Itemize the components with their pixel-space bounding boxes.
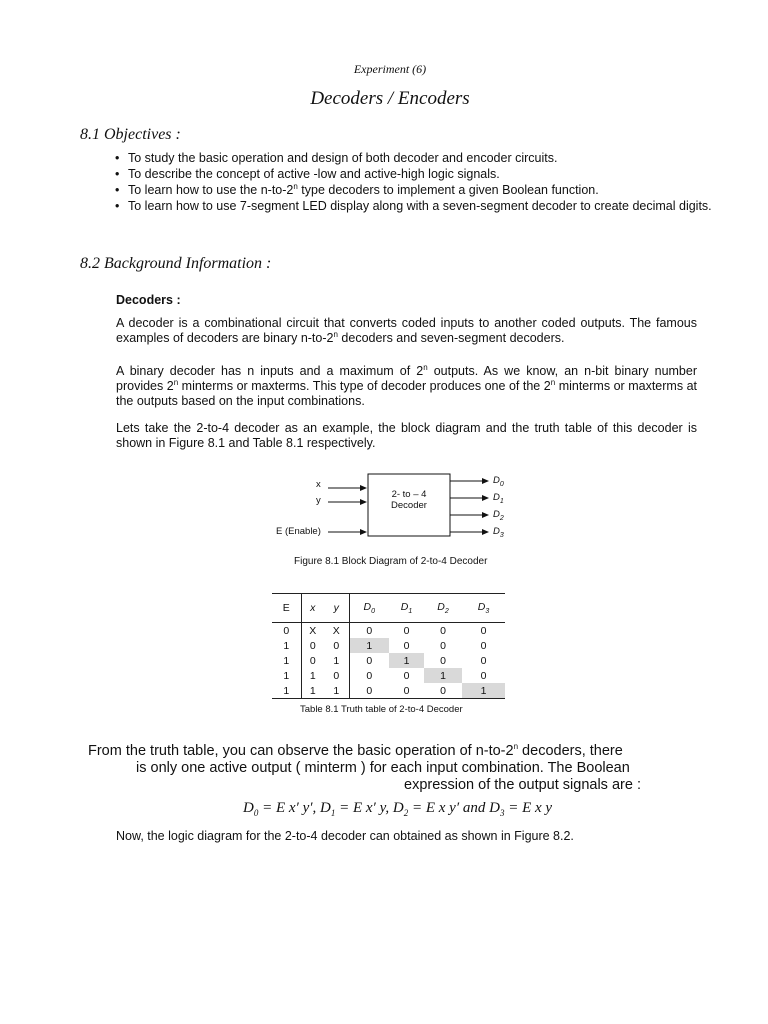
decoder-box-label (368, 489, 450, 511)
text: = E x′ y′, D (258, 800, 331, 816)
objective-text: To learn how to use 7-segment LED display along with a seven-segment decoder to create decimal digits. (128, 199, 712, 213)
figure-caption: Figure 8.1 Block Diagram of 2-to-4 Decoder (294, 556, 488, 567)
text: = E x y (504, 800, 553, 816)
table-cell: 1 (324, 653, 349, 668)
objective-text: To study the basic operation and design of both decoder and encoder circuits. (128, 151, 558, 165)
table-cell-active: 1 (462, 683, 505, 699)
closing-sentence: Now, the logic diagram for the 2-to-4 decoder can obtained as shown in Figure 8.2. (116, 829, 574, 843)
header-cell: E (272, 594, 301, 623)
header-cell (424, 594, 462, 623)
subscript: 1 (499, 497, 504, 505)
table-cell: 1 (272, 653, 301, 668)
table-cell: X (309, 624, 317, 637)
objective-item (128, 182, 718, 198)
table-cell: 0 (366, 654, 373, 667)
input-label-enable: E (Enable) (276, 526, 321, 537)
objective-text: To learn how to use the n-to-2 (128, 183, 294, 197)
table-cell: 0 (440, 684, 446, 697)
text: minterms or maxterms at the outputs based on the input combinations. (116, 379, 698, 408)
table-cell: 0 (366, 669, 373, 682)
text: D (493, 509, 500, 520)
input-label-x: x (316, 479, 321, 490)
objectives-heading: 8.1 Objectives : (80, 126, 181, 143)
subscript: 1 (408, 608, 413, 616)
text: A decoder is a combinational circuit that converts coded inputs to another coded outputs. The famous examples of decoders are binary n-to-2 (116, 316, 697, 345)
background-heading: 8.2 Background Information : (80, 255, 272, 272)
text: D (400, 600, 409, 613)
box-line: 2- to – 4 (391, 489, 427, 500)
decoders-subheading: Decoders : (116, 293, 181, 307)
observation-line-1 (88, 742, 623, 760)
output-label-d1 (493, 492, 504, 505)
output-equation (243, 800, 552, 818)
table-cell: 0 (309, 639, 316, 652)
table-cell-active: 1 (389, 653, 424, 668)
observation-line-2: is only one active output ( minterm ) for each input combination. The Boolean (136, 760, 630, 776)
table-caption: Table 8.1 Truth table of 2-to-4 Decoder (300, 704, 463, 715)
superscript: n (293, 181, 298, 191)
text: From the truth table, you can observe the basic operation of n-to-2 (88, 743, 514, 759)
table-cell: 0 (403, 669, 410, 682)
header-cell: x (310, 602, 316, 614)
input-label-y: y (316, 495, 321, 506)
output-label-d0 (493, 475, 504, 488)
superscript: n (333, 329, 338, 339)
objectives-list (115, 150, 718, 214)
table-cell: 0 (440, 654, 446, 667)
table-cell: 1 (324, 683, 349, 699)
table-row (272, 653, 505, 668)
text: D (477, 600, 486, 613)
subscript: 3 (499, 531, 504, 539)
table-cell: 0 (440, 639, 446, 652)
text: D (493, 492, 500, 503)
text: = E x y′ and D (408, 800, 500, 816)
text: A binary decoder has n inputs and a maximum of 2 (116, 364, 424, 378)
table-cell: 0 (480, 654, 487, 667)
table-cell: 0 (272, 623, 301, 639)
table-row (272, 668, 505, 683)
table-cell: X (324, 623, 349, 639)
superscript: n (513, 742, 519, 752)
header-cell (389, 594, 424, 623)
table-cell: 0 (309, 654, 316, 667)
text: decoders, there (518, 743, 623, 759)
subscript: 0 (371, 608, 375, 616)
header-cell: y (324, 594, 349, 623)
table-cell: 1 (309, 669, 316, 682)
subscript: 1 (330, 808, 336, 818)
observation-line-3: expression of the output signals are : (404, 777, 641, 793)
table-cell: 0 (440, 624, 446, 637)
table-cell: 1 (272, 638, 301, 653)
table-cell: 0 (480, 669, 487, 682)
paragraph-2 (116, 364, 697, 409)
superscript: n (550, 377, 556, 387)
table-cell: 1 (272, 668, 301, 683)
superscript: n (423, 362, 428, 372)
text: D (243, 800, 254, 816)
page-title: Decoders / Encoders (310, 88, 470, 109)
text: D (493, 526, 500, 537)
experiment-label: Experiment (6) (353, 62, 427, 76)
table-cell: 0 (324, 668, 349, 683)
superscript: n (173, 377, 179, 387)
subscript: 3 (499, 808, 505, 818)
table-cell: 0 (403, 624, 410, 637)
objective-item (128, 198, 718, 214)
objective-text: type decoders to implement a given Boolean function. (297, 183, 599, 197)
header-cell (349, 594, 389, 623)
objective-text: To describe the concept of active -low and active-high logic signals. (128, 167, 500, 181)
table-cell: 0 (480, 639, 487, 652)
subscript: 2 (403, 808, 409, 818)
subscript: 2 (499, 514, 504, 522)
text: minterms or maxterms. This type of decoder produces one of the 2 (178, 379, 551, 393)
box-line: Decoder (391, 500, 427, 511)
text: outputs. As we know, an n-bit binary number provides 2 (116, 364, 698, 393)
objective-item (128, 166, 718, 182)
table-cell-active: 1 (349, 638, 389, 653)
subscript: 0 (499, 480, 504, 488)
table-cell: 0 (324, 638, 349, 653)
output-label-d3 (493, 526, 504, 539)
table-cell: 1 (309, 684, 316, 697)
table-cell: 0 (480, 624, 487, 637)
text: decoders and seven-segment decoders. (337, 331, 565, 345)
table-row (272, 683, 505, 699)
table-row (272, 623, 505, 639)
table-header-row (272, 594, 505, 623)
text: = E x′ y, D (335, 800, 404, 816)
objective-item (128, 150, 718, 166)
text: D (493, 475, 500, 486)
text: D (363, 600, 372, 613)
truth-table (272, 593, 505, 699)
table-cell: 0 (403, 684, 410, 697)
subscript: 3 (485, 608, 490, 616)
table-row (272, 638, 505, 653)
table-cell: 0 (403, 639, 410, 652)
subscript: 2 (444, 608, 449, 616)
header-cell (462, 594, 505, 623)
output-label-d2 (493, 509, 504, 522)
table-cell: 0 (366, 624, 373, 637)
paragraph-1 (116, 316, 697, 346)
table-cell: 1 (272, 683, 301, 699)
text: D (437, 600, 445, 613)
paragraph-3: Lets take the 2-to-4 decoder as an example, the block diagram and the truth table of this decoder is shown in Figure 8.1 and Table 8.1 respectively. (116, 421, 697, 450)
table-cell: 0 (366, 684, 373, 697)
table-cell-active: 1 (424, 668, 462, 683)
subscript: 0 (253, 808, 259, 818)
